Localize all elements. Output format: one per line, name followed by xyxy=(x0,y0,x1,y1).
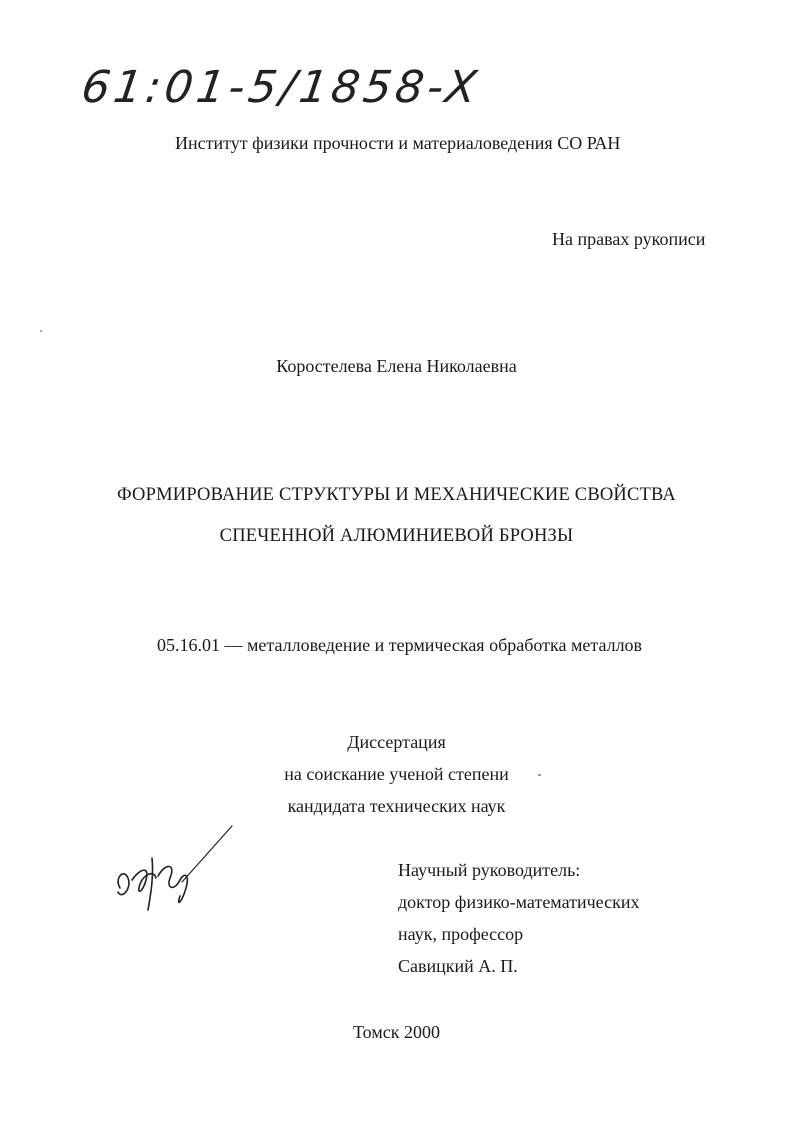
supervisor-name: Савицкий А. П. xyxy=(398,956,518,976)
degree-line-2: на соискание ученой степени xyxy=(284,764,509,784)
handwritten-signature xyxy=(110,818,240,918)
degree-line-3: кандидата технических наук xyxy=(287,796,506,816)
specialty-code: 05.16.01 — металловедение и термическая обработка металлов xyxy=(157,635,643,655)
title-line-2: СПЕЧЕННОЙ АЛЮМИНИЕВОЙ БРОНЗЫ xyxy=(219,526,574,546)
supervisor-label: Научный руководитель: xyxy=(398,860,581,880)
scan-speck xyxy=(538,774,541,776)
title-line-1: ФОРМИРОВАНИЕ СТРУКТУРЫ И МЕХАНИЧЕСКИЕ СВОЙСТВА xyxy=(117,485,676,505)
supervisor-title-line-1: доктор физико-математических xyxy=(398,892,640,912)
degree-line-1: Диссертация xyxy=(347,732,446,752)
archive-code-handwritten: 61:01-5/1858-X xyxy=(78,62,484,113)
institute-name: Институт физики прочности и материаловедения СО РАН xyxy=(175,133,621,153)
supervisor-title-line-2: наук, профессор xyxy=(398,924,524,944)
manuscript-note: На правах рукописи xyxy=(552,229,706,249)
scan-speck xyxy=(40,330,42,332)
place-and-year: Томск 2000 xyxy=(353,1022,440,1042)
author-name: Коростелева Елена Николаевна xyxy=(276,356,517,376)
